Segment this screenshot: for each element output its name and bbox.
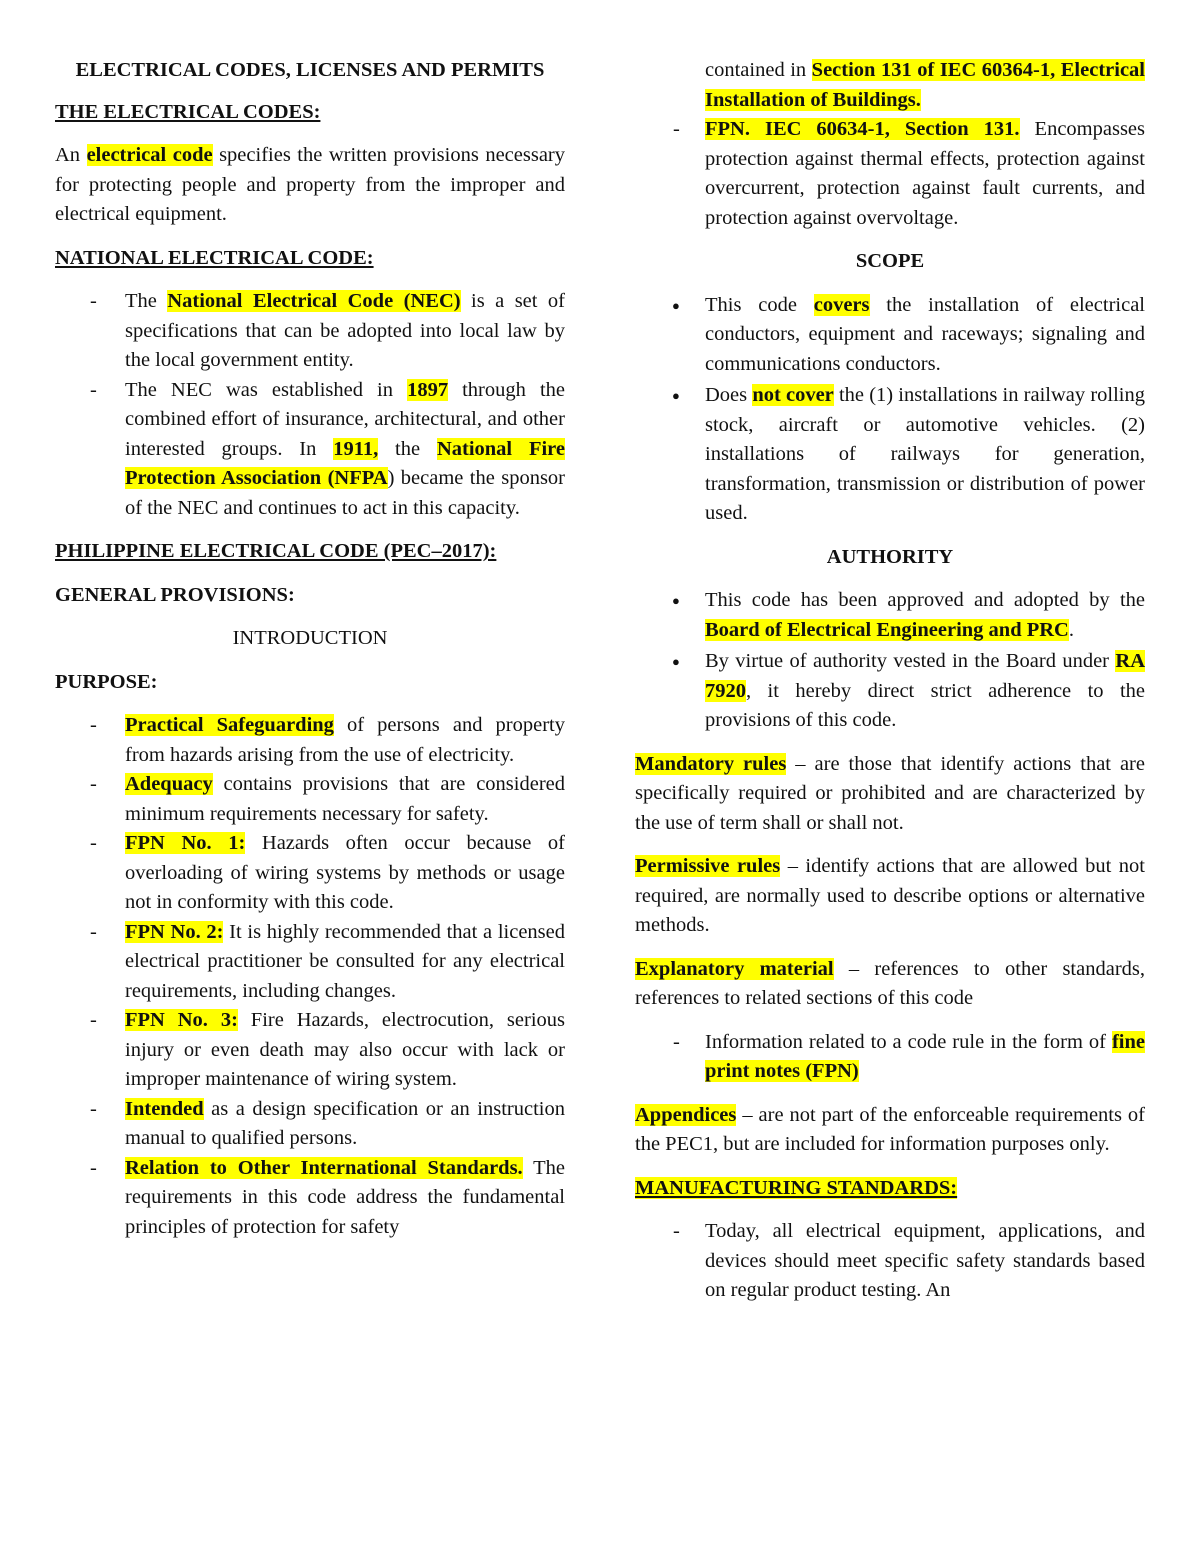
heading-general-provisions: GENERAL PROVISIONS: [55,583,295,606]
highlight-term: Mandatory rules [635,752,787,775]
highlight-term: Relation to Other International Standards. [125,1156,523,1179]
highlight-term: FPN No. 2: [125,920,224,943]
heading-authority: AUTHORITY [826,545,954,568]
list-item: - The National Electrical Code (NEC) is a set of specifications that can be adopted into local law by the local government entity. [55,287,565,376]
highlight-term: National Fire Protection Association (NFPA [125,437,566,489]
list-item: - FPN No. 1: Hazards often occur because of overloading of wiring systems by methods or usage not in conformity with this code. [55,829,565,918]
list-item: - Today, all electrical equipment, applications, and devices should meet specific safety standards based on regular product testing. An [635,1217,1145,1306]
list-item: - Relation to Other International Standards. The requirements in this code address the fundamental principles of protection for safety [55,1154,565,1243]
list-item: - FPN No. 2: It is highly recommended that a licensed electrical practitioner be consulted for any electrical requirements, including changes. [55,918,565,1007]
highlight-term: Adequacy [125,773,213,795]
heading-manufacturing-standards: MANUFACTURING STANDARDS: [635,1176,958,1199]
heading-scope: SCOPE [855,250,925,272]
list-item: - FPN. IEC 60634-1, Section 131. Encompasses protection against thermal effects, protection against overcurrent, protection against fault currents, and protection against overvoltage. [635,115,1145,233]
scope-list [635,291,1145,529]
list-item: ● By virtue of authority vested in the Board under RA 7920, it hereby direct strict adherence to the provisions of this code. [635,647,1145,736]
highlight-term: Explanatory material [635,957,834,980]
highlight-term: Practical Safeguarding [125,714,334,736]
heading-introduction: INTRODUCTION [232,627,388,649]
list-item-continued: contained in Section 131 of IEC 60364-1, Electrical Installation of Buildings. [705,59,1145,111]
list-item: - Information related to a code rule in the form of fine print notes (FPN) [635,1028,1145,1087]
list-item: - Practical Safeguarding of persons and property from hazards arising from the use of electricity. [55,711,565,770]
purpose-list [55,711,565,1242]
heading-pec: PHILIPPINE ELECTRICAL CODE (PEC–2017): [55,540,497,562]
highlight-term: covers [813,293,870,316]
highlight-term: Permissive rules [635,855,781,877]
explanatory-material-paragraph: Explanatory material – references to other standards, references to related sections of this code [635,957,1145,1009]
permissive-rules-paragraph: Permissive rules – identify actions that are allowed but not required, are normally used to describe options or alternative methods. [635,855,1146,936]
highlight-term: Section 131 of IEC 60364-1, Electrical Installation of Buildings. [705,59,1145,111]
heading-purpose: PURPOSE: [55,670,158,693]
left-column [55,56,565,1256]
highlight-term: 1911, [333,437,379,460]
highlight-term: electrical code [86,144,213,166]
document-title: ELECTRICAL CODES, LICENSES AND PERMITS [75,59,545,81]
list-item: ● This code has been approved and adopted by the Board of Electrical Engineering and PRC. [635,586,1145,645]
heading-nec: NATIONAL ELECTRICAL CODE: [55,246,374,269]
highlight-term: FPN No. 1: [125,832,246,854]
list-item: - FPN No. 3: Fire Hazards, electrocution, serious injury or even death may also occur with lack or improper maintenance of wiring system. [55,1006,565,1095]
highlight-term: 1897 [407,378,449,401]
mandatory-rules-paragraph: Mandatory rules – are those that identify actions that are specifically required or prohibited and are characterized by the use of term shall or shall not. [635,752,1145,834]
heading-electrical-codes: THE ELECTRICAL CODES: [55,100,321,123]
highlight-term: National Electrical Code (NEC) [167,290,461,312]
list-item: - Intended as a design specification or an instruction manual to qualified persons. [55,1095,565,1154]
list-item: - Adequacy contains provisions that are considered minimum requirements necessary for safety. [55,770,565,829]
right-column [635,56,1145,1320]
appendices-paragraph: Appendices – are not part of the enforceable requirements of the PEC1, but are included for information purposes only. [635,1103,1145,1155]
manufacturing-list [635,1217,1145,1306]
highlight-term: fine print notes (FPN) [705,1030,1145,1082]
highlight-term: not cover [752,384,834,406]
intro-paragraph: An electrical code specifies the written provisions necessary for protecting people and property from the improper and electrical equipment. [55,144,565,225]
list-item: ● Does not cover the (1) installations in railway rolling stock, aircraft or automotive vehicles. (2) installations of railways for generation, transformation, transmission or distribution of power used. [635,381,1145,529]
highlight-term: Appendices [635,1103,737,1126]
list-item: ● This code covers the installation of electrical conductors, equipment and raceways; signaling and communications conductors. [635,291,1145,380]
highlight-term: RA 7920 [705,650,1145,702]
explanatory-list [635,1028,1145,1087]
highlight-term: Intended [125,1097,204,1120]
list-item: - The NEC was established in 1897 through the combined effort of insurance, architectural, and other interested groups. In 1911, the National Fire Protection Association (NFPA) became the sponsor of the NEC and continues to act in this capacity. [55,376,565,524]
authority-list [635,586,1145,736]
highlight-term: FPN No. 3: [125,1009,238,1031]
highlight-term: Board of Electrical Engineering and PRC [705,618,1069,641]
nec-list [55,287,565,523]
continued-list [635,56,1145,233]
highlight-term: FPN. IEC 60634-1, Section 131. [705,118,1020,140]
